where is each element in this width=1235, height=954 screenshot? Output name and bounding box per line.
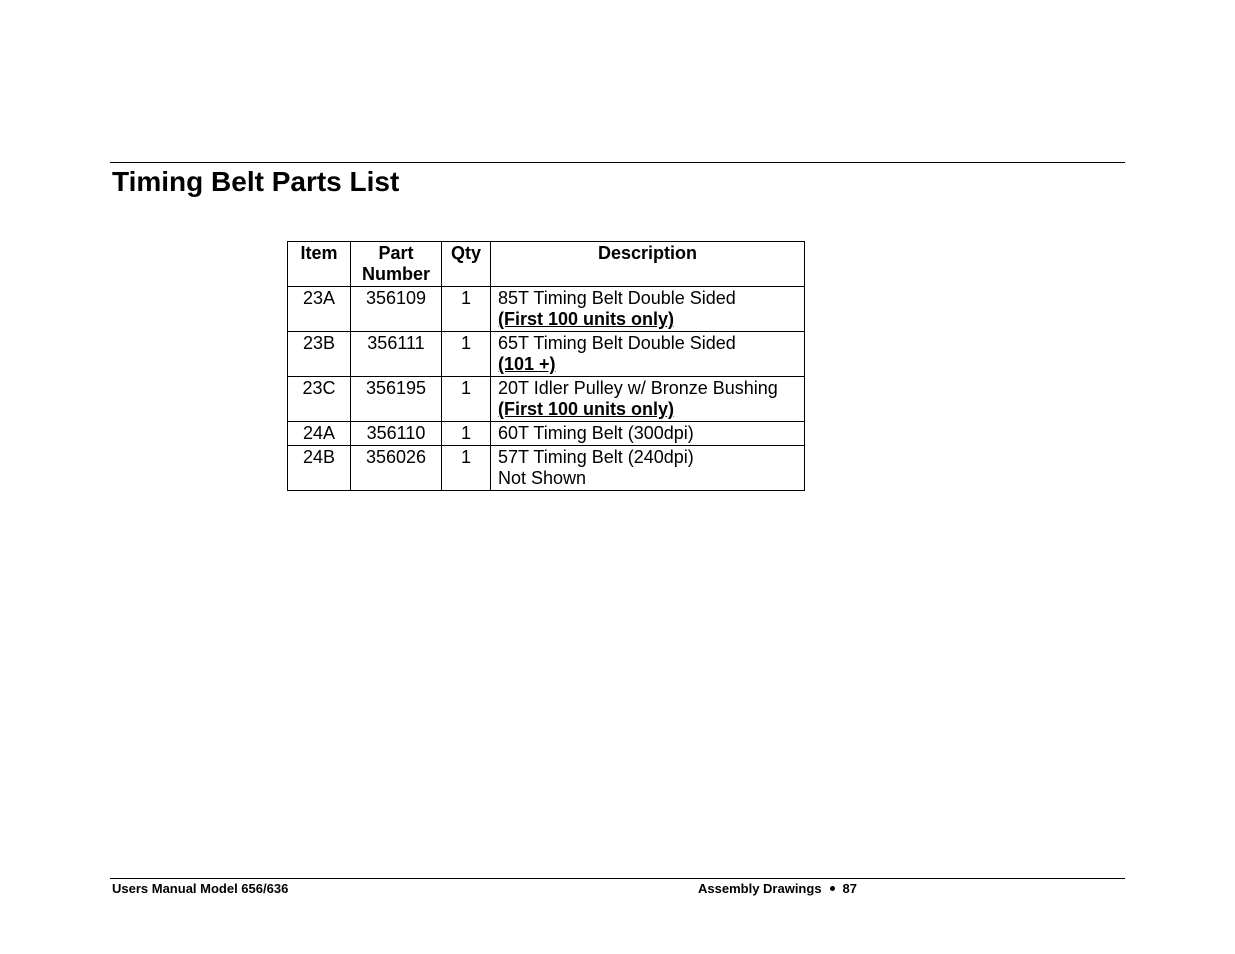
header-part-line2: Number — [361, 264, 430, 284]
cell-item: 23A — [288, 287, 351, 332]
cell-item: 23B — [288, 332, 351, 377]
cell-qty: 1 — [442, 446, 491, 491]
cell-description — [491, 377, 805, 422]
header-item: Item — [288, 242, 351, 287]
cell-description — [491, 422, 805, 446]
description-note: (101 +) — [498, 354, 556, 374]
description-text: 57T Timing Belt (240dpi) — [498, 447, 694, 467]
header-qty: Qty — [442, 242, 491, 287]
description-text: 20T Idler Pulley w/ Bronze Bushing — [498, 378, 778, 398]
description-note: (First 100 units only) — [498, 399, 675, 419]
cell-item: 24A — [288, 422, 351, 446]
cell-description — [491, 287, 805, 332]
description-note: (First 100 units only) — [498, 309, 675, 329]
bullet-icon — [830, 886, 835, 891]
page-title: Timing Belt Parts List — [112, 166, 400, 197]
cell-qty: 1 — [442, 287, 491, 332]
cell-part-number: 356111 — [351, 332, 442, 377]
description-text: 60T Timing Belt (300dpi) — [498, 423, 694, 443]
cell-part-number: 356026 — [351, 446, 442, 491]
table-row — [288, 422, 805, 446]
cell-part-number: 356195 — [351, 377, 442, 422]
description-extra: Not Shown — [498, 468, 587, 488]
header-part-line1: Part — [378, 243, 414, 263]
footer-page-number: 87 — [842, 881, 858, 896]
cell-qty: 1 — [442, 332, 491, 377]
header-description: Description — [491, 242, 805, 287]
table-row — [288, 446, 805, 491]
cell-qty: 1 — [442, 422, 491, 446]
footer-page-info — [698, 881, 857, 896]
table-row — [288, 332, 805, 377]
footer-section: Assembly Drawings — [698, 881, 822, 896]
table-row — [288, 377, 805, 422]
cell-description — [491, 332, 805, 377]
parts-table — [287, 241, 805, 491]
cell-item: 23C — [288, 377, 351, 422]
cell-qty: 1 — [442, 377, 491, 422]
cell-part-number: 356110 — [351, 422, 442, 446]
cell-part-number: 356109 — [351, 287, 442, 332]
footer-rule — [110, 878, 1125, 879]
cell-item: 24B — [288, 446, 351, 491]
table-row — [288, 287, 805, 332]
header-part-number — [351, 242, 442, 287]
header-rule — [110, 162, 1125, 163]
table-header-row — [288, 242, 805, 287]
cell-description — [491, 446, 805, 491]
footer-manual-title: Users Manual Model 656/636 — [112, 881, 289, 896]
description-text: 65T Timing Belt Double Sided — [498, 333, 736, 353]
description-text: 85T Timing Belt Double Sided — [498, 288, 736, 308]
